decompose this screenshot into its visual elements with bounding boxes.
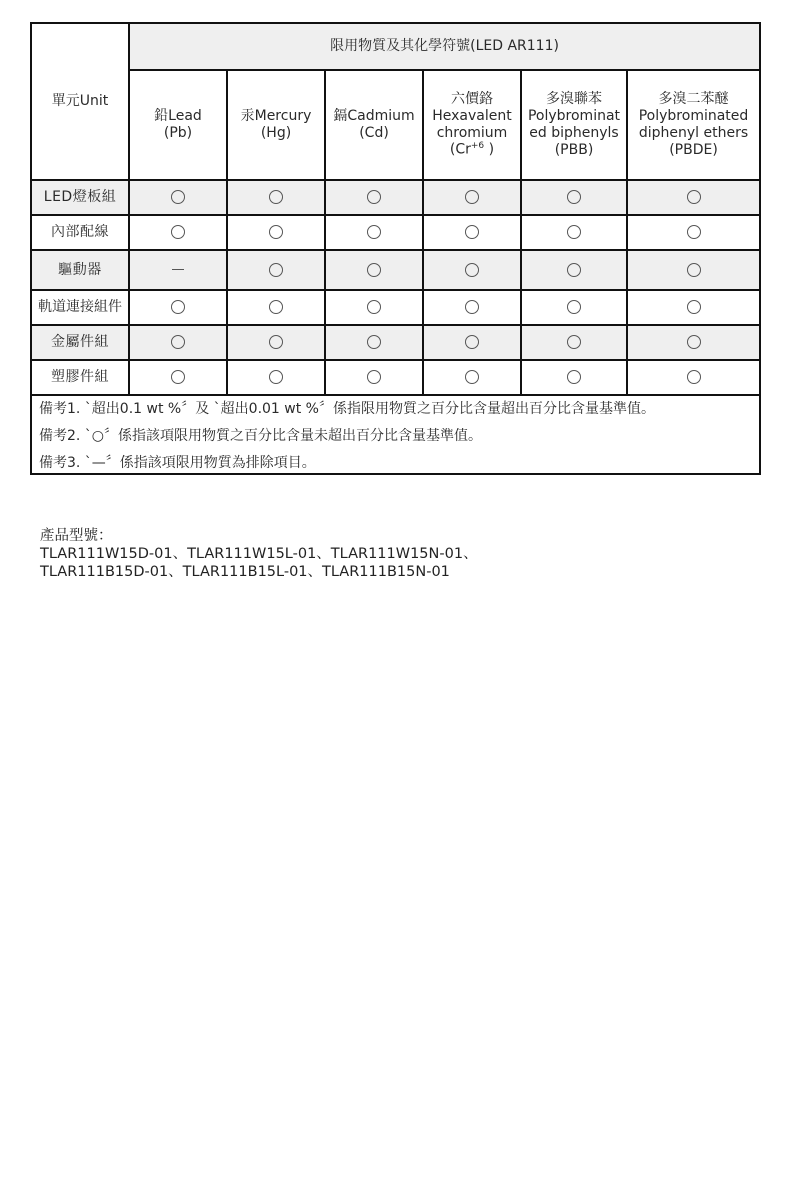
column-symbol [424, 141, 520, 158]
remark-1: 備考1. ˋ超出0.1 wt %〞及 ˋ超出0.01 wt %〞係指限用物質之百分比含量超出百分比含量基準值。 [39, 401, 655, 417]
circle-icon [171, 190, 185, 204]
table-row [32, 215, 759, 250]
column-symbol: (Pb) [163, 125, 193, 141]
circle-icon [567, 225, 581, 239]
column-zh: 多溴二苯醚 [658, 91, 729, 108]
column-header-pbde [627, 70, 759, 180]
circle-icon [687, 335, 701, 349]
cell-compliant [227, 180, 325, 215]
cell-compliant [423, 180, 521, 215]
column-zh: 汞Mercury [240, 108, 312, 125]
circle-icon [367, 190, 381, 204]
column-symbol: (PBDE) [669, 141, 718, 158]
circle-icon [269, 263, 283, 277]
table-title: 限用物質及其化學符號(LED AR111) [129, 24, 759, 70]
circle-icon [465, 300, 479, 314]
circle-icon [567, 300, 581, 314]
cell-compliant [627, 325, 759, 360]
row-label: LED燈板組 [32, 180, 129, 215]
circle-icon [567, 335, 581, 349]
models-line-2: TLAR111B15D-01、TLAR111B15L-01、TLAR111B15N-01 [40, 564, 450, 580]
table-row [32, 250, 759, 290]
remark-3: 備考3. ˋ—〞係指該項限用物質為排除項目。 [39, 455, 316, 471]
models-label: 產品型號： [40, 528, 113, 544]
cell-compliant [325, 325, 423, 360]
column-symbol: (Cd) [359, 125, 389, 141]
cell-compliant [129, 215, 227, 250]
circle-icon [171, 300, 185, 314]
column-zh: 多溴聯苯 [546, 91, 602, 108]
cell-compliant [227, 325, 325, 360]
circle-icon [269, 370, 283, 384]
column-en: ed biphenyls [529, 125, 619, 141]
rohs-table-container [30, 22, 761, 475]
circle-icon [687, 225, 701, 239]
column-header-lead [129, 70, 227, 180]
circle-icon [171, 225, 185, 239]
table-row [32, 325, 759, 360]
column-header-cadmium [325, 70, 423, 180]
cell-compliant [521, 290, 627, 325]
column-header-pbb [521, 70, 627, 180]
circle-icon [171, 370, 185, 384]
cell-compliant [521, 215, 627, 250]
cell-compliant [627, 250, 759, 290]
remark-2: 備考2. ˋ○〞係指該項限用物質之百分比含量未超出百分比含量基準值。 [39, 428, 483, 444]
column-header-hexavalent-chromium [423, 70, 521, 180]
column-zh: 鉛Lead [154, 108, 202, 125]
circle-icon [465, 370, 479, 384]
table-row [32, 180, 759, 215]
circle-icon [269, 190, 283, 204]
circle-icon [465, 190, 479, 204]
circle-icon [687, 190, 701, 204]
symbol-superscript: +6 [470, 141, 485, 152]
column-zh: 鎘Cadmium [333, 108, 415, 125]
cell-compliant [521, 325, 627, 360]
column-header-mercury [227, 70, 325, 180]
cell-compliant [129, 290, 227, 325]
cell-compliant [423, 290, 521, 325]
remarks-section [32, 387, 759, 475]
column-en: Hexavalent [432, 107, 512, 124]
row-label: 金屬件組 [32, 325, 129, 360]
symbol-text: (Cr [449, 142, 471, 159]
circle-icon [367, 300, 381, 314]
circle-icon [367, 263, 381, 277]
circle-icon [567, 263, 581, 277]
cell-compliant [423, 325, 521, 360]
column-en: chromium [436, 124, 508, 141]
table-row [32, 290, 759, 325]
cell-compliant [129, 180, 227, 215]
circle-icon [269, 300, 283, 314]
column-en: Polybrominat [527, 108, 621, 125]
cell-compliant [325, 250, 423, 290]
cell-exempt [129, 250, 227, 290]
cell-compliant [227, 215, 325, 250]
cell-compliant [627, 290, 759, 325]
models-line-1: TLAR111W15D-01、TLAR111W15L-01、TLAR111W15N-01、 [40, 546, 478, 562]
column-symbol: (PBB) [554, 141, 594, 158]
cell-compliant [627, 215, 759, 250]
cell-compliant [521, 180, 627, 215]
circle-icon [367, 370, 381, 384]
circle-icon [465, 263, 479, 277]
cell-compliant [325, 215, 423, 250]
unit-header: 單元Unit [32, 24, 129, 180]
symbol-text: ) [484, 142, 495, 159]
circle-icon [567, 190, 581, 204]
row-label: 塑膠件組 [32, 360, 129, 395]
dash-icon [172, 269, 184, 270]
cell-compliant [325, 180, 423, 215]
restricted-substances-table [32, 24, 759, 396]
cell-compliant [227, 250, 325, 290]
circle-icon [465, 335, 479, 349]
column-zh: 六價鉻 [451, 91, 493, 108]
circle-icon [465, 225, 479, 239]
circle-icon [567, 370, 581, 384]
cell-compliant [227, 290, 325, 325]
circle-icon [269, 335, 283, 349]
cell-compliant [423, 250, 521, 290]
circle-icon [269, 225, 283, 239]
circle-icon [687, 370, 701, 384]
row-label: 內部配線 [32, 215, 129, 250]
column-en: Polybrominated [638, 108, 749, 125]
cell-compliant [521, 250, 627, 290]
row-label: 軌道連接組件 [32, 290, 129, 325]
cell-compliant [129, 325, 227, 360]
row-label: 驅動器 [32, 250, 129, 290]
cell-compliant [627, 180, 759, 215]
circle-icon [367, 225, 381, 239]
column-en: diphenyl ethers [638, 125, 749, 141]
product-models [40, 527, 478, 581]
circle-icon [171, 335, 185, 349]
circle-icon [687, 300, 701, 314]
cell-compliant [423, 215, 521, 250]
circle-icon [687, 263, 701, 277]
circle-icon [367, 335, 381, 349]
cell-compliant [325, 290, 423, 325]
column-symbol: (Hg) [260, 125, 292, 141]
